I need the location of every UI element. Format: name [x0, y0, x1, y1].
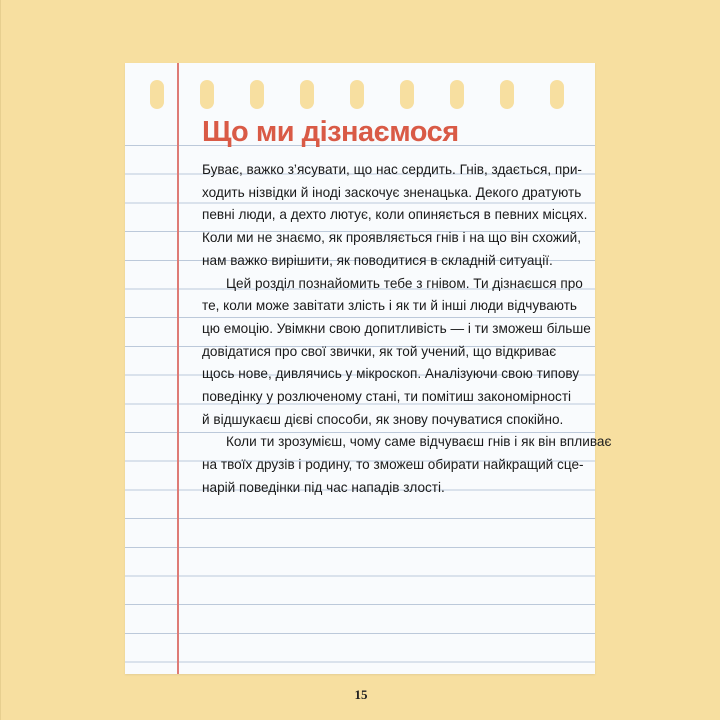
text-line: Коли ми не знаємо, як проявляється гнів і на що він схожий,	[202, 230, 581, 246]
text-line: щось нове, дивлячись у мікроскоп. Аналізуючи свою типову	[202, 366, 580, 382]
text-line: ходить нізвідки й іноді заскочує зненацька. Декого дратують	[202, 184, 582, 200]
binder-hole	[150, 80, 164, 109]
page-number: 15	[354, 687, 368, 702]
text-line: Цей розділ познайомить тебе з гнівом. Ти дізнаєшся про	[226, 275, 583, 291]
section-title: Що ми дізнаємося	[202, 116, 459, 148]
margin-line	[177, 63, 179, 674]
binder-hole	[300, 80, 314, 109]
binder-hole	[400, 80, 414, 109]
text-line: Буває, важко з’ясувати, що нас сердить. Гнів, здається, при-	[202, 162, 582, 177]
text-line: на твоїх друзів і родину, то зможеш обирати найкращий сце-	[202, 457, 584, 473]
notebook-sheet	[125, 63, 612, 674]
body-text	[202, 159, 612, 500]
text-line: Коли ти зрозумієш, чому саме відчуваєш гнів і як він впливає	[226, 434, 612, 450]
text-line: й відшукаєш дієві способи, як знову почуватися спокійно.	[202, 411, 564, 427]
text-line: нам важко вирішити, як поводитися в складній ситуації.	[202, 252, 553, 268]
text-line: довідатися про свої звички, як той учений, що відкриває	[202, 343, 557, 359]
binder-hole	[350, 80, 364, 109]
binder-hole	[550, 80, 564, 109]
binder-hole	[500, 80, 514, 109]
paragraph-2	[202, 273, 591, 432]
text-line: те, коли може завітати злість і як ти й інші люди відчувають	[202, 298, 578, 314]
binder-hole	[250, 80, 264, 109]
text-line: нарій поведінки під час нападів злості.	[202, 479, 445, 495]
paragraph-1	[202, 159, 588, 273]
text-line: певні люди, а дехто лютує, коли опиняється в певних місцях.	[202, 207, 588, 223]
text-line: поведінку у розлюченому стані, ти помітиш закономірності	[202, 389, 572, 405]
text-line: цю емоцію. Увімкни свою допитливість — і ти зможеш більше	[202, 320, 591, 336]
binder-hole	[450, 80, 464, 109]
paragraph-3	[202, 431, 612, 499]
binder-hole	[200, 80, 214, 109]
